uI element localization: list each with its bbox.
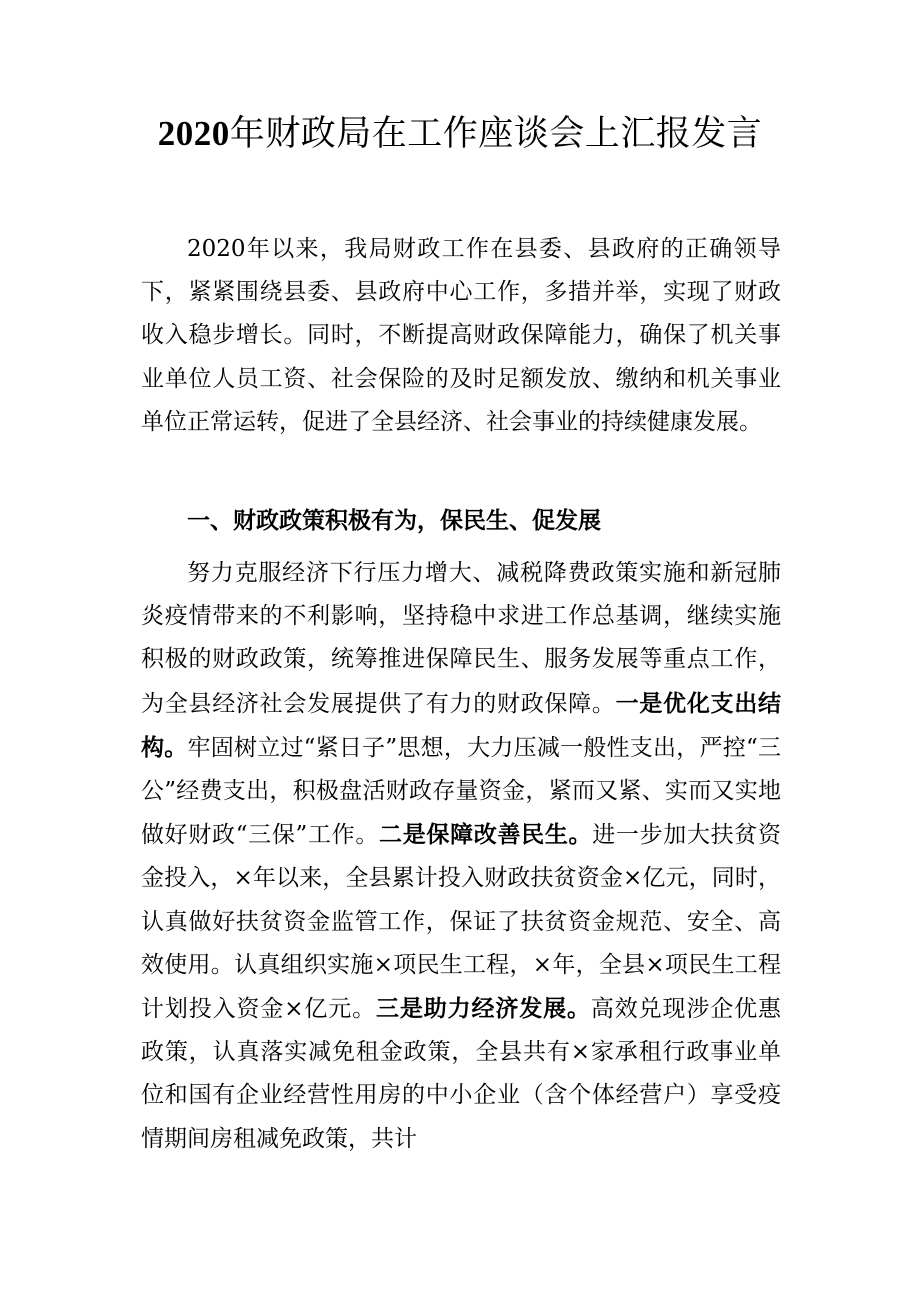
paragraph-text-d: 高效兑现涉企优惠政策，认真落实减免租金政策，全县共有×家承租行政事业单位和国有企业经营性用房的中小企业（含个体经营户）享受疫情期间房租减免政策，共计 xyxy=(141,996,782,1152)
paragraph-text-a: 努力克服经济下行压力增大、减税降费政策实施和新冠肺炎疫情带来的不利影响，坚持稳中求进工作总基调，继续实施积极的财政政策，统筹推进保障民生、服务发展等重点工作，为全县经济社会发展提供了有力的财政保障。 xyxy=(141,560,781,717)
title-text: 年财政局在工作座谈会上汇报发言 xyxy=(229,114,763,154)
paragraph-text-c: 进一步加大扶贫资金投入，×年以来，全县累计投入财政扶贫资金×亿元，同时，认真做好扶贫资金监管工作，保证了扶贫资金规范、安全、高效使用。认真组织实施×项民生工程，×年，全县×项民生工程计划投入资金×亿元。 xyxy=(141,822,781,1023)
section-paragraph xyxy=(141,552,781,1161)
point-heading-3: 三是助力经济发展。 xyxy=(376,995,591,1023)
point-heading-1: 一是优化支出结构。 xyxy=(141,689,782,761)
document-title xyxy=(0,108,920,160)
title-year: 2020 xyxy=(157,114,230,153)
section-heading: 一、财政政策积极有为，保民生、促发展 xyxy=(187,508,601,534)
point-heading-2: 二是保障改善民生。 xyxy=(379,821,593,849)
paragraph-text-b: 牢固树立过“紧日子”思想，大力压减一般性支出，严控“三公”经费支出，积极盘活财政存量资金，紧而又紧、实而又实地做好财政“三保”工作。 xyxy=(141,734,781,849)
intro-paragraph: 2020年以来，我局财政工作在县委、县政府的正确领导下，紧紧围绕县委、县政府中心工作，多措并举，实现了财政收入稳步增长。同时，不断提高财政保障能力，确保了机关事业单位人员工资、社会保险的及时足额发放、缴纳和机关事业单位正常运转，促进了全县经济、社会事业的持续健康发展。 xyxy=(141,236,781,435)
